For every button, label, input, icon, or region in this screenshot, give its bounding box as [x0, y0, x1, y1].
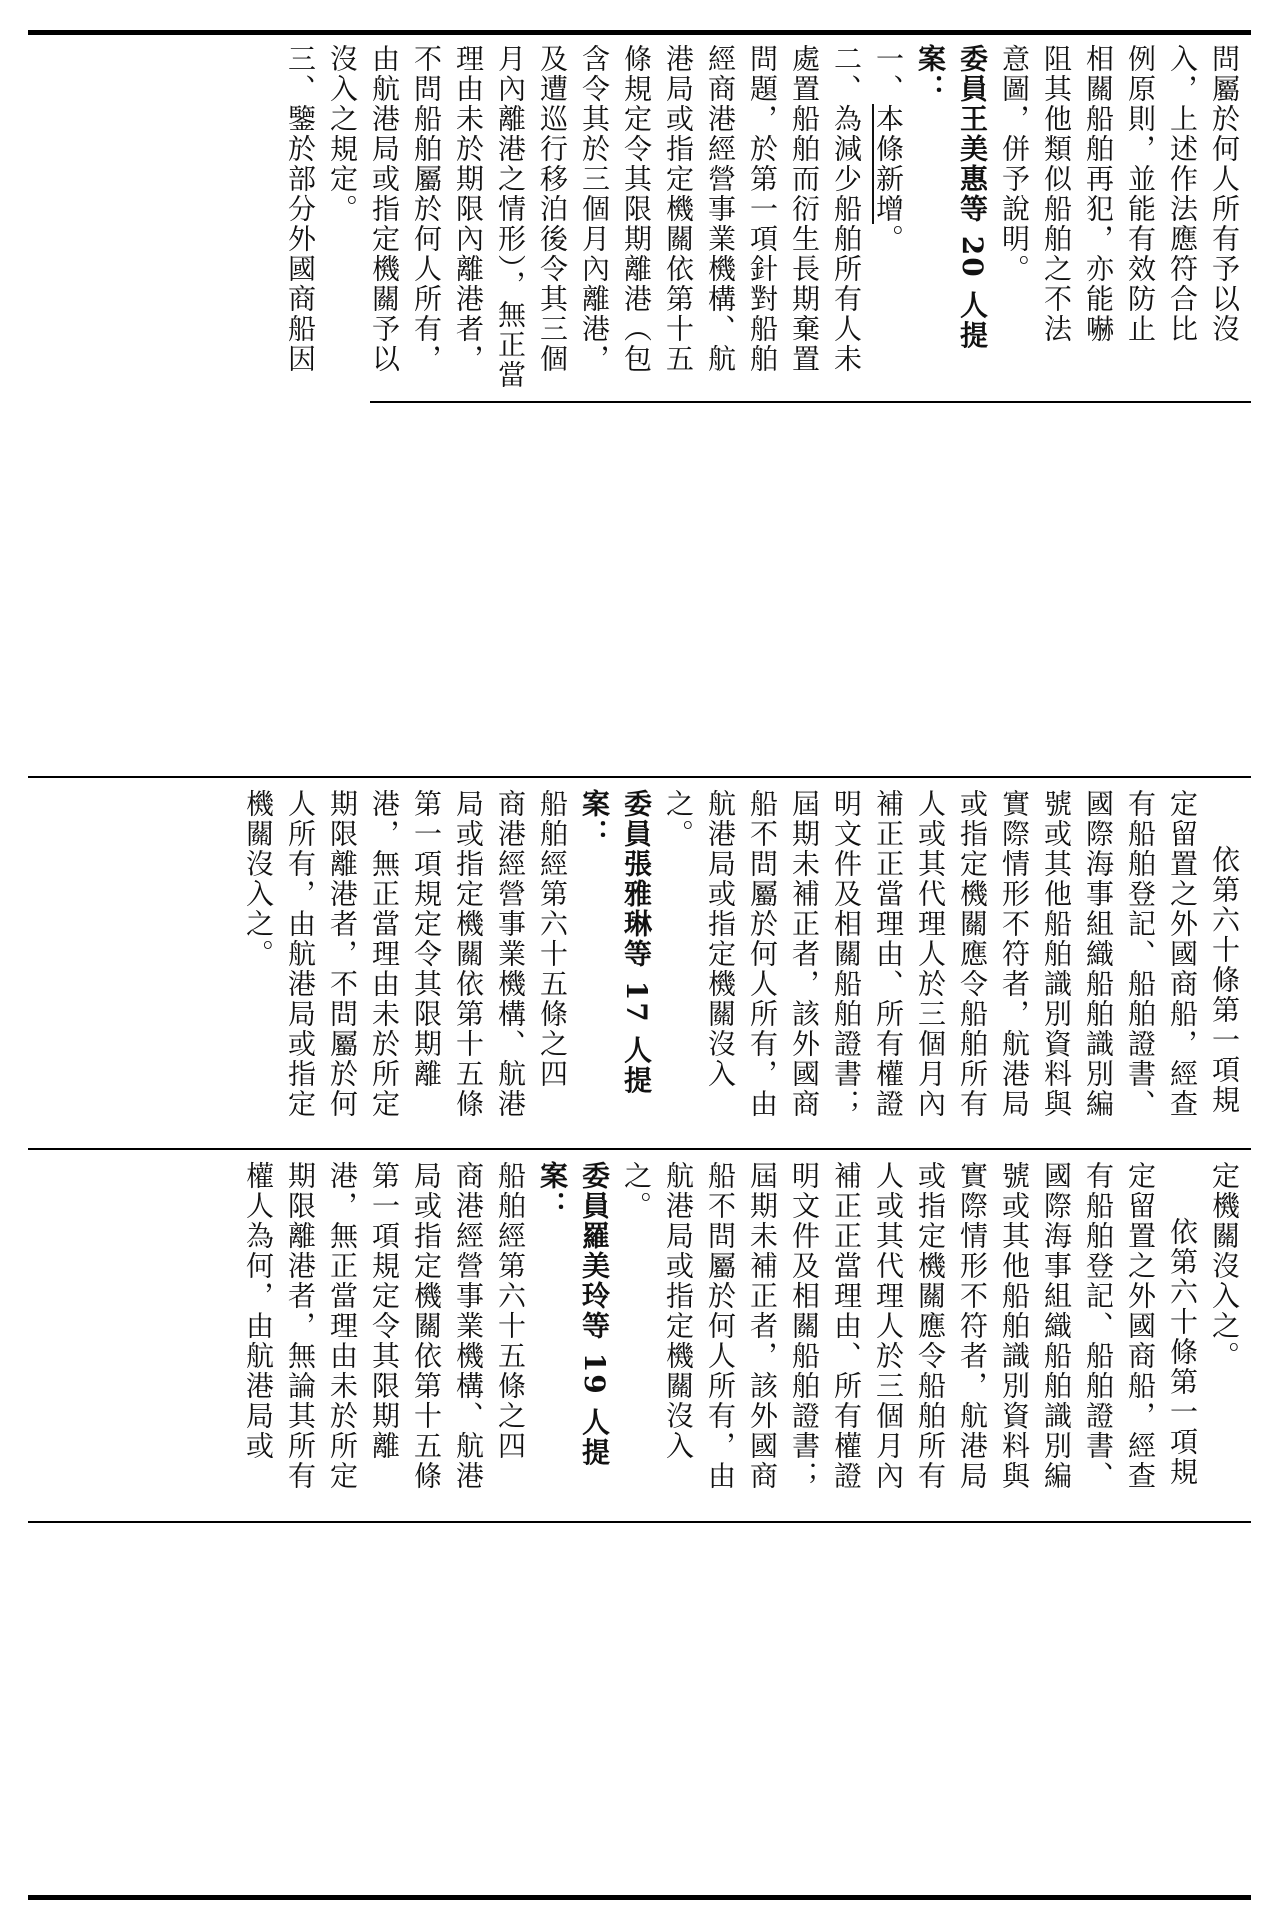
col1-line1: 問屬於何人所有予以沒	[1208, 44, 1241, 344]
col2-paragraph2: 船舶經第六十五條之四 商港經營事業機構、航港局或指定機關依第十五條第一項規定令其限期離港，無正當理由未於所定期限離港者，不問屬於何人所有，由航港局或指定機關沒入之。	[242, 789, 569, 1119]
col1-line4: 相關船舶再犯，亦能嚇	[1082, 44, 1115, 344]
rule-row2-bottom	[28, 1521, 1251, 1523]
col1-item2: 二、為減少船舶所有人未處置船舶而衍生長期棄置問題，於第一項針對船舶經商港經營事業機構、航港局或指定機關依第十五條規定令其限期離港（包含令其於三個月內離港，及遭巡行移泊後令其三個月內離港之情形），無正當理由未於期限內離港者，不問船舶屬於何人所有，由航港局或指定機關予以沒入之規定。	[326, 44, 863, 390]
col2-paragraph1: 依第六十條第一項規定留置之外國商船，經查有船舶登記、船舶證書、國際海事組織船舶識別編號或其他船舶識別資料與實際情形不符者，航港局或指定機關應令船舶所有人或其代理人於三個月內補正正當理由、所有權證明文件及相關船舶證書；屆期未補正者，該外國商船不問屬於何人所有，由航港局或指定機關沒入之。	[662, 789, 1241, 1119]
col1-line2: 入，上述作法應符合比	[1166, 44, 1199, 344]
col1-line5: 阻其他類似船舶之不法	[1040, 44, 1073, 344]
col3-proposer-heading: 委員羅美玲等 19 人提案：	[536, 1161, 611, 1468]
col3-paragraph2: 船舶經第六十五條之四 商港經營事業機構、航港局或指定機關依第十五條第一項規定令其限期離港，無正當理由未於所定期限離港者，無論其所有權人為何，由航港局或	[242, 1161, 527, 1491]
col1-item1-suffix: 。	[872, 224, 905, 254]
bottom-rule	[28, 1895, 1251, 1900]
col1-proposer-heading: 委員王美惠等 20 人提案：	[914, 44, 989, 351]
col1-item1	[867, 44, 909, 392]
col1-line6: 意圖，併予說明。	[998, 44, 1031, 284]
col2-proposer-heading: 委員張雅琳等 17 人提案：	[578, 789, 653, 1096]
column3-text	[28, 1153, 1251, 1520]
top-rule	[28, 30, 1251, 35]
rule-row2-mid	[28, 1148, 1251, 1150]
col1-item1-underlined: 本條新增	[872, 104, 905, 224]
col1-item3: 三、鑒於部分外國商船因	[284, 44, 317, 374]
rule-row1-bottom	[370, 401, 1251, 403]
col1-item1-prefix: 一、	[872, 44, 905, 104]
rule-row2-top	[28, 776, 1251, 778]
col3-paragraph0: 定機關沒入之。	[1208, 1161, 1241, 1371]
column1-text	[284, 36, 1251, 400]
column2-text	[28, 781, 1251, 1147]
col3-paragraph1: 依第六十條第一項規定留置之外國商船，經查有船舶登記、船舶證書、國際海事組織船舶識別編號或其他船舶識別資料與實際情形不符者，航港局或指定機關應令船舶所有人或其代理人於三個月內補正正當理由、所有權證明文件及相關船舶證書；屆期未補正者，該外國商船不問屬於何人所有，由航港局或指定機關沒入之。	[620, 1161, 1199, 1491]
col1-line3: 例原則，並能有效防止	[1124, 44, 1157, 344]
